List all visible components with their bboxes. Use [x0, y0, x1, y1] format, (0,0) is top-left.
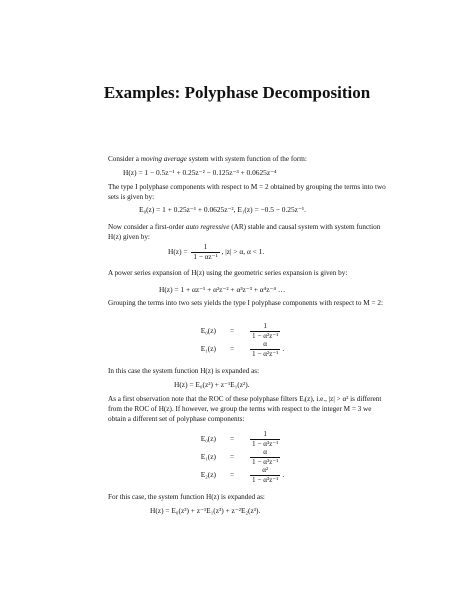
equation-condition: , |z| > α, α < 1. — [221, 247, 265, 257]
denominator: 1 − α³z⁻¹ — [252, 458, 279, 466]
equation-polyphase-fir: E₀(z) = 1 + 0.25z⁻¹ + 0.0625z⁻², E₁(z) = −0.5 − 0.25z⁻¹. — [139, 205, 306, 214]
equation-tail: . — [282, 344, 285, 354]
equals-sign: = — [230, 434, 235, 443]
equation-lhs: H(z) = — [168, 247, 188, 257]
numerator: 1 — [250, 322, 280, 332]
emphasis-text: auto regressive — [185, 223, 230, 231]
equals-sign: = — [230, 344, 235, 353]
equation-expansion-m2: H(z) = E₀(z²) + z⁻¹E₁(z²). — [174, 380, 250, 389]
text: (AR) stable and causal system with system function H(z) given by: — [108, 223, 381, 241]
paragraph-power-series: A power series expansion of H(z) using the geometric series expansion is given by: — [108, 269, 348, 277]
paragraph-grouping-m2: Grouping the terms into two sets yields the type I polyphase components with respect to M = 2: — [108, 299, 383, 307]
equation-expansion-m3: H(z) = E₀(z³) + z⁻¹E₁(z³) + z⁻²E₂(z³). — [150, 506, 261, 515]
emphasis-text: moving average — [140, 155, 187, 163]
text: Consider a — [108, 155, 141, 163]
paragraph-moving-average — [108, 154, 388, 164]
numerator: 1 — [191, 243, 219, 253]
denominator: 1 − α³z⁻¹ — [252, 440, 279, 448]
paragraph-ar-system — [108, 222, 388, 242]
fraction — [191, 243, 219, 262]
equation-tail: . — [282, 470, 285, 480]
equals-sign: = — [230, 470, 235, 479]
equation-lhs: E₁(z) — [200, 452, 216, 461]
paragraph-roc-observation: As a first observation note that the ROC of these polyphase filters Eᵢ(z), i.e., |z| > α² is different from the ROC of H(z). If however, we group the terms with respect to the integer M = 3 we obtain a different set of polyphase components: — [108, 395, 382, 423]
paragraph-expanded-m3: For this case, the system function H(z) is expanded as: — [108, 493, 265, 501]
equation-rhs — [248, 466, 284, 485]
page-title: Examples: Polyphase Decomposition — [103, 83, 371, 102]
numerator: 1 — [250, 430, 280, 440]
numerator: α — [250, 340, 280, 350]
equation-rhs — [248, 448, 282, 467]
fraction — [250, 448, 280, 467]
equation-hz-fir: H(z) = 1 − 0.5z⁻¹ + 0.25z⁻² − 0.125z⁻³ + 0.0625z⁻⁴ — [123, 168, 277, 177]
denominator: 1 − αz⁻¹ — [193, 253, 218, 261]
equation-rhs — [248, 322, 282, 341]
fraction — [250, 466, 280, 485]
equation-lhs: E₁(z) — [200, 344, 216, 353]
text: Now consider a first-order — [108, 223, 186, 231]
equation-lhs: E₀(z) — [200, 326, 216, 335]
denominator: 1 − α²z⁻¹ — [252, 332, 279, 340]
numerator: α² — [250, 466, 280, 476]
equation-lhs: E₂(z) — [200, 470, 216, 479]
equation-lhs: E₀(z) — [200, 434, 216, 443]
equation-power-series: H(z) = 1 + αz⁻¹ + α²z⁻² + α³z⁻³ + α⁴z⁻⁴ … — [159, 285, 286, 294]
numerator: α — [250, 448, 280, 458]
equals-sign: = — [230, 326, 235, 335]
paragraph-expanded-m2: In this case the system function H(z) is expanded as: — [108, 367, 260, 375]
fraction — [250, 430, 280, 449]
denominator: 1 − α²z⁻¹ — [252, 350, 279, 358]
equals-sign: = — [230, 452, 235, 461]
equation-rhs — [248, 430, 282, 449]
equation-hz-ar — [168, 243, 264, 262]
fraction — [250, 322, 280, 341]
equation-rhs — [248, 340, 284, 359]
paragraph-type1-m2: The type I polyphase components with respect to M = 2 obtained by grouping the terms into two sets is given by: — [108, 183, 386, 201]
text: system with system function of the form: — [186, 155, 307, 163]
denominator: 1 − α³z⁻¹ — [252, 476, 279, 484]
fraction — [250, 340, 280, 359]
